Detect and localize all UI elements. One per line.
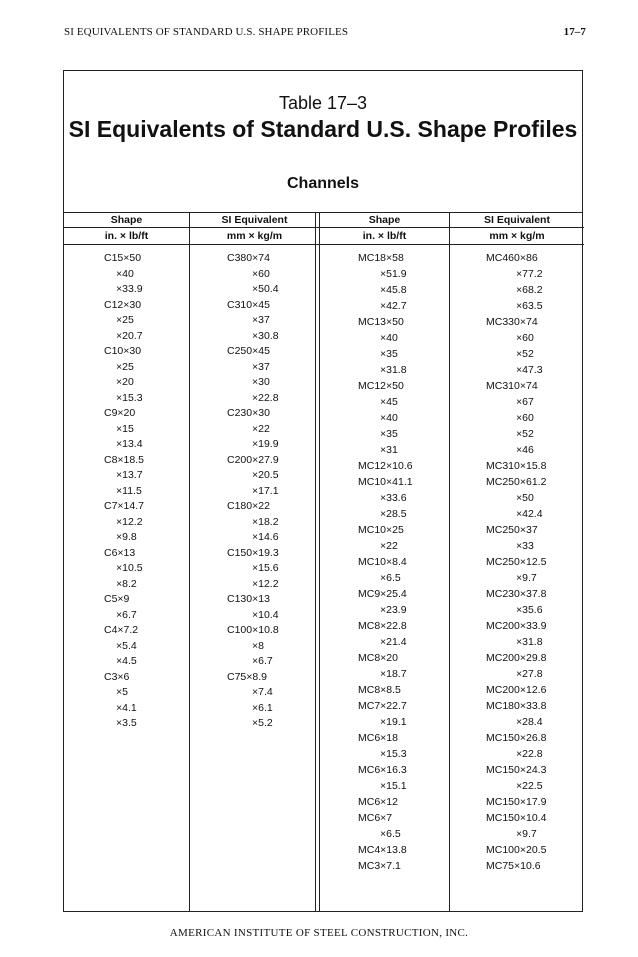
shape-designation-cell: MC75×10.6 <box>486 860 541 872</box>
weight-variant-cell: ×28.4 <box>516 716 543 728</box>
weight-variant-cell: ×22.8 <box>252 391 279 404</box>
shape-designation-cell: MC150×24.3 <box>486 764 547 776</box>
shape-designation-cell: MC150×17.9 <box>486 796 547 808</box>
shape-designation-cell: MC200×33.9 <box>486 620 547 632</box>
shape-designation-cell: MC200×29.8 <box>486 652 547 664</box>
shape-designation-cell: C100×10.8 <box>227 624 279 636</box>
weight-variant-cell: ×22.8 <box>516 748 543 760</box>
weight-variant-cell: ×6.1 <box>252 701 273 714</box>
weight-variant-cell: ×40 <box>380 332 398 344</box>
weight-variant-cell: ×60 <box>516 332 534 344</box>
shape-designation-cell: MC8×8.5 <box>358 684 401 696</box>
shape-designation-cell: MC100×20.5 <box>486 844 547 856</box>
weight-variant-cell: ×28.5 <box>380 508 407 520</box>
column-header: SI Equivalent <box>190 213 319 228</box>
weight-variant-cell: ×22 <box>380 540 398 552</box>
weight-variant-cell: ×35 <box>380 348 398 360</box>
weight-variant-cell: ×18.2 <box>252 515 279 528</box>
weight-variant-cell: ×20.7 <box>116 329 143 342</box>
weight-variant-cell: ×77.2 <box>516 268 543 280</box>
shape-designation-cell: MC13×50 <box>358 316 404 328</box>
weight-variant-cell: ×50.4 <box>252 283 279 295</box>
weight-variant-cell: ×17.1 <box>252 484 279 497</box>
weight-variant-cell: ×9.7 <box>516 572 537 584</box>
weight-variant-cell: ×50 <box>516 492 534 504</box>
page-number: 17–7 <box>563 26 586 38</box>
weight-variant-cell: ×68.2 <box>516 284 543 296</box>
weight-variant-cell: ×51.9 <box>380 268 407 280</box>
column-cells <box>450 251 584 875</box>
weight-variant-cell: ×22 <box>252 422 270 435</box>
shape-designation-cell: C180×22 <box>227 500 270 512</box>
column-header: SI Equivalent <box>450 213 584 228</box>
shape-designation-cell: MC150×10.4 <box>486 812 547 824</box>
weight-variant-cell: ×22.5 <box>516 780 543 792</box>
column-units: mm × kg/m <box>450 228 584 245</box>
shape-designation-cell: C200×27.9 <box>227 453 279 466</box>
weight-variant-cell: ×35.6 <box>516 604 543 616</box>
shape-designation-cell: C15×50 <box>104 252 142 264</box>
weight-variant-cell: ×19.1 <box>380 716 407 728</box>
shape-designation-cell: C7×14.7 <box>104 500 144 512</box>
shape-designation-cell: MC9×25.4 <box>358 588 407 600</box>
shape-designation-cell: MC12×50 <box>358 380 404 392</box>
shape-designation-cell: MC10×25 <box>358 524 404 536</box>
weight-variant-cell: ×13.4 <box>116 438 143 450</box>
column-si-equivalent-mc <box>450 213 584 911</box>
weight-variant-cell: ×25 <box>116 360 134 373</box>
shape-designation-cell: MC200×12.6 <box>486 684 547 696</box>
table-title: SI Equivalents of Standard U.S. Shape Profiles <box>68 116 578 142</box>
weight-variant-cell: ×10.5 <box>116 562 143 574</box>
weight-variant-cell: ×46 <box>516 444 534 456</box>
weight-variant-cell: ×14.6 <box>252 531 279 543</box>
column-us-shape-mc <box>320 213 450 911</box>
shape-designation-cell: C250×45 <box>227 345 270 357</box>
weight-variant-cell: ×42.4 <box>516 508 543 520</box>
weight-variant-cell: ×19.9 <box>252 438 279 450</box>
weight-variant-cell: ×9.7 <box>516 828 537 840</box>
shape-designation-cell: MC3×7.1 <box>358 860 401 872</box>
shape-designation-cell: C9×20 <box>104 407 136 419</box>
shape-designation-cell: MC250×12.5 <box>486 556 547 568</box>
shape-designation-cell: MC6×16.3 <box>358 764 407 776</box>
shape-designation-cell: C310×45 <box>227 298 270 311</box>
shape-designation-cell: C380×74 <box>227 252 270 264</box>
weight-variant-cell: ×4.1 <box>116 701 137 714</box>
shape-designation-cell: MC10×8.4 <box>358 556 407 568</box>
column-units: mm × kg/m <box>190 228 319 245</box>
shape-designation-cell: MC180×33.8 <box>486 700 547 712</box>
weight-variant-cell: ×35 <box>380 428 398 440</box>
weight-variant-cell: ×13.7 <box>116 469 143 481</box>
shape-designation-cell: C6×13 <box>104 546 136 559</box>
weight-variant-cell: ×6.7 <box>252 655 273 667</box>
weight-variant-cell: ×37 <box>252 314 270 326</box>
weight-variant-cell: ×31.8 <box>380 364 407 376</box>
weight-variant-cell: ×63.5 <box>516 300 543 312</box>
publisher-footer: AMERICAN INSTITUTE OF STEEL CONSTRUCTION, INC. <box>169 927 469 939</box>
weight-variant-cell: ×4.5 <box>116 655 137 667</box>
weight-variant-cell: ×5.4 <box>116 639 137 652</box>
shape-designation-cell: MC6×12 <box>358 796 398 808</box>
weight-variant-cell: ×60 <box>516 412 534 424</box>
shape-designation-cell: MC230×37.8 <box>486 588 547 600</box>
shape-designation-cell: C12×30 <box>104 298 142 311</box>
weight-variant-cell: ×20.5 <box>252 469 279 481</box>
weight-variant-cell: ×6.7 <box>116 608 137 621</box>
weight-variant-cell: ×33 <box>516 540 534 552</box>
column-si-equivalent-c <box>190 213 320 911</box>
weight-variant-cell: ×30 <box>252 376 270 388</box>
table-title-block <box>64 71 582 212</box>
weight-variant-cell: ×25 <box>116 314 134 326</box>
weight-variant-cell: ×9.8 <box>116 531 137 543</box>
weight-variant-cell: ×33.9 <box>116 283 143 295</box>
shape-designation-cell: MC4×13.8 <box>358 844 407 856</box>
weight-variant-cell: ×12.2 <box>116 515 143 528</box>
shape-designation-cell: C3×6 <box>104 670 130 683</box>
weight-variant-cell: ×67 <box>516 396 534 408</box>
channels-table <box>64 212 582 911</box>
shape-designation-cell: MC8×22.8 <box>358 620 407 632</box>
weight-variant-cell: ×45.8 <box>380 284 407 296</box>
weight-variant-cell: ×31.8 <box>516 636 543 648</box>
weight-variant-cell: ×15.3 <box>380 748 407 760</box>
weight-variant-cell: ×40 <box>380 412 398 424</box>
shape-designation-cell: MC250×61.2 <box>486 476 547 488</box>
weight-variant-cell: ×15.6 <box>252 562 279 574</box>
weight-variant-cell: ×45 <box>380 396 398 408</box>
weight-variant-cell: ×10.4 <box>252 608 279 621</box>
weight-variant-cell: ×20 <box>116 376 134 388</box>
shape-designation-cell: C10×30 <box>104 345 142 357</box>
weight-variant-cell: ×5 <box>116 686 128 698</box>
shape-designation-cell: MC150×26.8 <box>486 732 547 744</box>
column-us-shape-c <box>64 213 190 911</box>
shape-designation-cell: C5×9 <box>104 593 130 605</box>
shape-designation-cell: MC10×41.1 <box>358 476 413 488</box>
shape-designation-cell: MC250×37 <box>486 524 538 536</box>
weight-variant-cell: ×3.5 <box>116 717 137 729</box>
shape-designation-cell: MC310×74 <box>486 380 538 392</box>
table-number: Table 17–3 <box>278 93 368 113</box>
weight-variant-cell: ×7.4 <box>252 686 273 698</box>
weight-variant-cell: ×31 <box>380 444 398 456</box>
weight-variant-cell: ×37 <box>252 360 270 373</box>
weight-variant-cell: ×8 <box>252 639 264 652</box>
weight-variant-cell: ×18.7 <box>380 668 407 680</box>
weight-variant-cell: ×42.7 <box>380 300 407 312</box>
page-header <box>64 26 586 42</box>
weight-variant-cell: ×33.6 <box>380 492 407 504</box>
shape-designation-cell: C130×13 <box>227 593 270 605</box>
column-cells <box>320 251 449 875</box>
weight-variant-cell: ×47.3 <box>516 364 543 376</box>
weight-variant-cell: ×21.4 <box>380 636 407 648</box>
running-title: SI EQUIVALENTS OF STANDARD U.S. SHAPE PROFILES <box>64 26 349 38</box>
shape-designation-cell: MC330×74 <box>486 316 538 328</box>
shape-designation-cell: C4×7.2 <box>104 624 139 636</box>
shape-designation-cell: MC18×58 <box>358 252 404 264</box>
shape-designation-cell: MC6×7 <box>358 812 393 824</box>
column-cells <box>190 251 319 732</box>
shape-designation-cell: MC460×86 <box>486 252 538 264</box>
column-header: Shape <box>320 213 449 228</box>
weight-variant-cell: ×5.2 <box>252 717 273 729</box>
shape-designation-cell: MC310×15.8 <box>486 460 547 472</box>
weight-variant-cell: ×15.3 <box>116 391 143 404</box>
column-units: in. × lb/ft <box>320 228 449 245</box>
weight-variant-cell: ×30.8 <box>252 329 279 342</box>
shape-designation-cell: C230×30 <box>227 407 270 419</box>
weight-variant-cell: ×11.5 <box>116 484 142 497</box>
column-cells <box>64 251 189 732</box>
table-subtitle: Channels <box>286 175 359 192</box>
table-frame <box>63 70 583 912</box>
shape-designation-cell: C150×19.3 <box>227 546 279 559</box>
shape-designation-cell: MC12×10.6 <box>358 460 413 472</box>
column-units: in. × lb/ft <box>64 228 189 245</box>
weight-variant-cell: ×40 <box>116 267 134 280</box>
shape-designation-cell: MC6×18 <box>358 732 398 744</box>
weight-variant-cell: ×6.5 <box>380 572 401 584</box>
shape-designation-cell: C75×8.9 <box>227 670 267 683</box>
weight-variant-cell: ×15.1 <box>380 780 407 792</box>
weight-variant-cell: ×27.8 <box>516 668 543 680</box>
weight-variant-cell: ×52 <box>516 348 534 360</box>
weight-variant-cell: ×6.5 <box>380 828 401 840</box>
column-header: Shape <box>64 213 189 228</box>
weight-variant-cell: ×15 <box>116 422 134 435</box>
shape-designation-cell: MC7×22.7 <box>358 700 407 712</box>
shape-designation-cell: MC8×20 <box>358 652 398 664</box>
weight-variant-cell: ×60 <box>252 267 270 280</box>
shape-designation-cell: C8×18.5 <box>104 453 144 466</box>
weight-variant-cell: ×8.2 <box>116 577 137 590</box>
weight-variant-cell: ×12.2 <box>252 577 279 590</box>
weight-variant-cell: ×23.9 <box>380 604 407 616</box>
weight-variant-cell: ×52 <box>516 428 534 440</box>
